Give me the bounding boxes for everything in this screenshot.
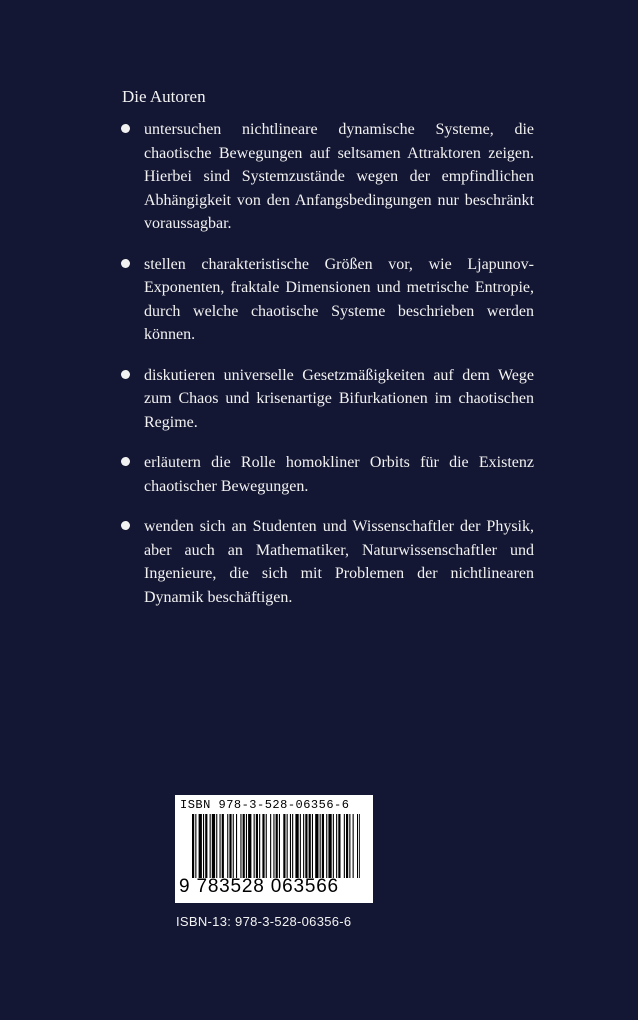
barcode-bar bbox=[270, 814, 271, 878]
barcode-bar bbox=[248, 814, 251, 878]
barcode-bar bbox=[195, 814, 196, 878]
barcode-bar bbox=[279, 814, 280, 878]
barcode-bar bbox=[192, 814, 194, 878]
barcode-digits: 9 783528 063566 bbox=[179, 876, 339, 897]
barcode-bar bbox=[210, 814, 211, 878]
barcode-bar bbox=[338, 814, 340, 878]
barcode-bar bbox=[259, 814, 260, 878]
barcode-bar bbox=[220, 814, 221, 878]
barcode-bar bbox=[227, 814, 228, 878]
barcode-bar bbox=[203, 814, 204, 878]
barcode-bar bbox=[344, 814, 345, 878]
barcode-bar bbox=[287, 814, 288, 878]
barcode-bar bbox=[309, 814, 311, 878]
bullet-dot-icon bbox=[121, 521, 130, 530]
barcode-bar bbox=[305, 814, 307, 878]
barcode-bar bbox=[359, 814, 360, 878]
barcode-bar bbox=[212, 814, 215, 878]
intro-text: Die Autoren bbox=[122, 87, 206, 106]
barcode-bar bbox=[246, 814, 247, 878]
barcode-isbn-label: ISBN 978-3-528-06356-6 bbox=[180, 798, 350, 812]
barcode-bar bbox=[312, 814, 313, 878]
list-item-text: stellen charakteristische Größen vor, wie Ljapunov-Exponenten, fraktale Dimensionen und metrische Entropie, durch welche chaotische Systeme beschrieben werden können. bbox=[144, 255, 534, 343]
barcode-bar bbox=[322, 814, 324, 878]
author-claims-list bbox=[118, 118, 534, 626]
barcode-bar bbox=[300, 814, 301, 878]
list-item bbox=[118, 118, 534, 236]
barcode bbox=[175, 795, 373, 903]
barcode-bar bbox=[240, 814, 241, 878]
barcode-bar bbox=[336, 814, 337, 878]
barcode-bar bbox=[346, 814, 348, 878]
barcode-bar bbox=[320, 814, 321, 878]
barcode-bar bbox=[233, 814, 234, 878]
barcode-bar bbox=[254, 814, 255, 878]
barcode-bar bbox=[315, 814, 318, 878]
barcode-bars bbox=[192, 814, 360, 878]
barcode-bar bbox=[216, 814, 217, 878]
list-item-text: diskutieren universelle Gesetzmäßigkeiten auf dem Wege zum Chaos und krisenartige Bifurkationen im chaotischen Regime. bbox=[144, 366, 534, 431]
barcode-bar bbox=[290, 814, 291, 878]
barcode-bar bbox=[236, 814, 237, 878]
barcode-bar bbox=[292, 814, 293, 878]
list-item-text: erläutern die Rolle homokliner Orbits für die Existenz chaotischer Bewegungen. bbox=[144, 454, 534, 495]
barcode-bar bbox=[283, 814, 285, 878]
barcode-bar bbox=[229, 814, 231, 878]
barcode-bar bbox=[353, 814, 354, 878]
bullet-dot-icon bbox=[121, 124, 130, 133]
list-item bbox=[118, 253, 534, 347]
barcode-bar bbox=[262, 814, 264, 878]
bullet-dot-icon bbox=[121, 370, 130, 379]
barcode-bar bbox=[205, 814, 207, 878]
list-item-text: wenden sich an Studenten und Wissenschaftler der Physik, aber auch an Mathematiker, Naturwissenschaftler und Ingenieure, die sich mit Problemen der nichtlinearen Dynamik beschäftigen. bbox=[144, 518, 534, 606]
list-item bbox=[118, 451, 534, 498]
barcode-bar bbox=[295, 814, 298, 878]
barcode-bar bbox=[222, 814, 224, 878]
barcode-bar bbox=[266, 814, 267, 878]
list-item bbox=[118, 364, 534, 435]
barcode-bar bbox=[199, 814, 202, 878]
barcode-bar bbox=[333, 814, 334, 878]
barcode-bar bbox=[357, 814, 358, 878]
isbn-13-label: ISBN-13: 978-3-528-06356-6 bbox=[176, 914, 352, 929]
bullet-dot-icon bbox=[121, 457, 130, 466]
barcode-bar bbox=[326, 814, 327, 878]
barcode-bar bbox=[276, 814, 278, 878]
barcode-bar bbox=[243, 814, 245, 878]
barcode-bar bbox=[256, 814, 258, 878]
barcode-bar bbox=[349, 814, 350, 878]
barcode-bar bbox=[303, 814, 304, 878]
barcode-bar bbox=[273, 814, 274, 878]
list-item-text: untersuchen nichtlineare dynamische Systeme, die chaotische Bewegungen auf seltsamen Attraktoren zeigen. Hierbei sind Systemzustände wegen der empfindlichen Abhängigkeit von den Anfangsbedingungen nur beschränkt voraussagbar. bbox=[144, 121, 534, 232]
bullet-dot-icon bbox=[121, 259, 130, 268]
barcode-bar bbox=[328, 814, 331, 878]
list-item bbox=[118, 515, 534, 609]
